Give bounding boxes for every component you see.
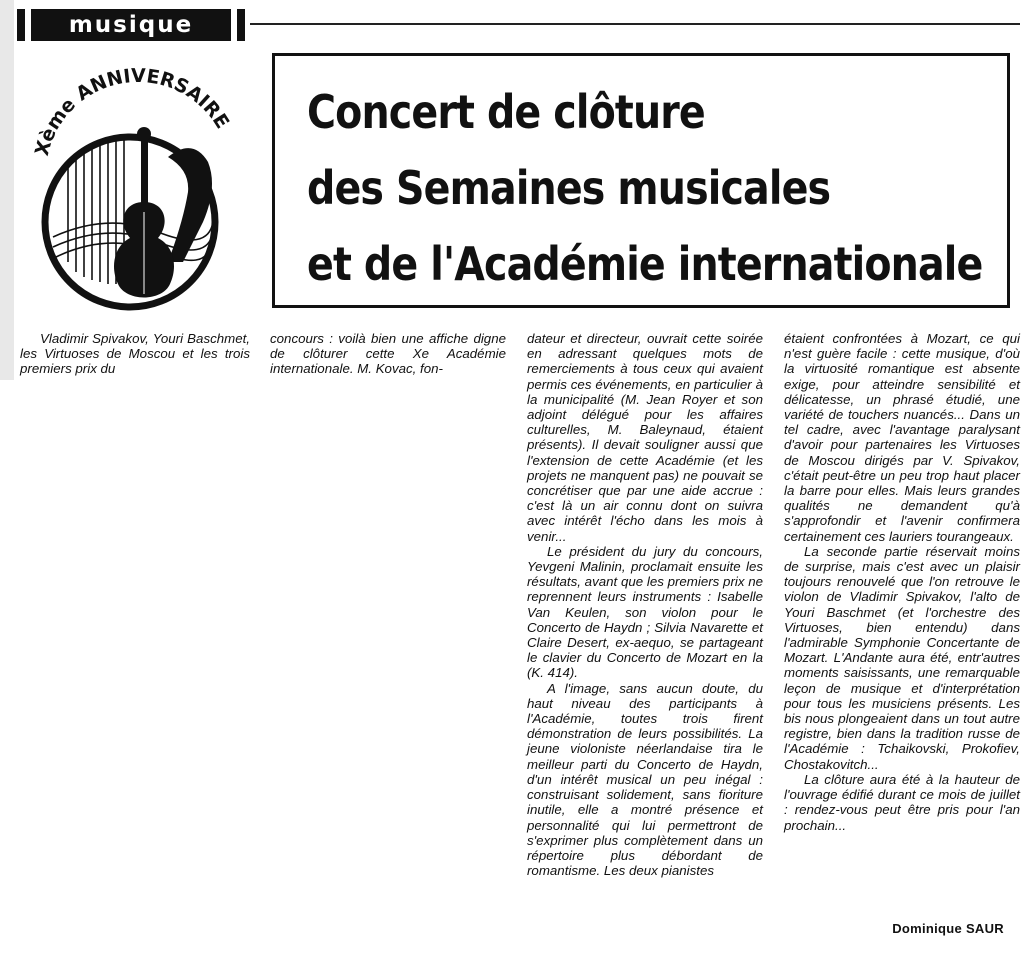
paragraph: dateur et directeur, ouvrait cette soirée en adressant quelques mots de remerciements à tous ceux qui avaient permis ces événements, en particulier à la municipalité (M. Jean Royer et son adjoint délégué pour les affaires culturelles, M. Baleynaud, étaient présents). Il devait souligner aussi que l'extension de cette Académie (et les projets ne manquent pas) ne pouvait se concrétiser que par une aide accrue : c'est là un air connu dont on suivra avec intérêt l'écho dans les mois à venir... [527,331,763,544]
article-column-4 [784,331,1020,833]
anniversary-logo [18,62,258,322]
paragraph: Vladimir Spivakov, Youri Baschmet, les Virtuoses de Moscou et les trois premiers prix du [20,331,250,377]
headline-line-2: des Semaines musicales [307,161,831,215]
article-column-1 [20,331,250,377]
headline-line-1: Concert de clôture [307,85,705,139]
paragraph: A l'image, sans aucun doute, du haut niveau des participants à l'Académie, toutes trois firent démonstration de leurs possibilités. La jeune violoniste néerlandaise tira le meilleur parti du Concerto de Haydn, d'un intérêt musical un peu inégal : construisant solidement, sans fioriture inutile, elle a montré présence et personnalité qui lui permettront de s'exprimer plus complètement dans un répertoire plus débordant de romantisme. Les deux pianistes [527,680,763,879]
article-column-3 [527,331,763,878]
anniversary-text: Xème ANNIVERSAIRE [30,65,234,159]
rubric-label: musique [68,12,194,38]
headline [307,74,983,302]
author-signature: Dominique SAUR [892,921,1004,936]
paragraph: concours : voilà bien une affiche digne de clôturer cette Xe Académie internationale. M. Kovac, fon- [270,331,506,377]
paragraph: étaient confrontées à Mozart, ce qui n'est guère facile : cette musique, d'où la virtuosité romantique est absente exige, pour atteindre sensibilité et délicatesse, un phrasé étudié, une variété de touchers nuancés... Dans un tel cadre, avec l'avantage paralysant d'avoir pour partenaires les Virtuoses de Moscou dirigés par V. Spivakov, c'était peut-être un peu trop haut placer la barre pour elles. Mais leurs grandes qualités ne demandent qu'à s'approfondir et l'avenir confirmera certainement ces lauriers tourangeaux. [784,331,1020,544]
top-rule [250,23,1020,25]
paragraph: La seconde partie réservait moins de surprise, mais c'est avec un plaisir toujours renouvelé que l'on retrouve le violon de Vladimir Spivakov, l'alto de Youri Baschmet (et l'orchestre des Virtuoses, bien entendu) dans l'admirable Symphonie Concertante de Mozart. L'Andante aura été, entr'autres moments saisissants, une remarquable leçon de musique et d'interprétation pour tous les musiciens présents. Les bis nous plongeaient dans un tout autre registre, bien dans la tradition russe de l'Académie : Tchaikovski, Prokofiev, Chostakovitch... [784,543,1020,772]
article-column-2 [270,331,506,377]
paragraph: Le président du jury du concours, Yevgeni Malinin, proclamait ensuite les résultats, avant que les premiers prix ne reprennent leurs instruments : Isabelle Van Keulen, son violon pour le Concerto de Haydn ; Silvia Navarette et Claire Desert, ex-aequo, se partageant le clavier du Concerto de Mozart en la (K. 414). [527,543,763,681]
headline-line-3: et de l'Académie internationale [307,237,983,291]
page-edge-shading [0,0,14,380]
section-rubric [17,9,245,41]
headline-box [272,53,1010,308]
paragraph: La clôture aura été à la hauteur de l'ouvrage édifié durant ce mois de juillet : rendez-vous peut être pris pour l'an prochain... [784,771,1020,833]
